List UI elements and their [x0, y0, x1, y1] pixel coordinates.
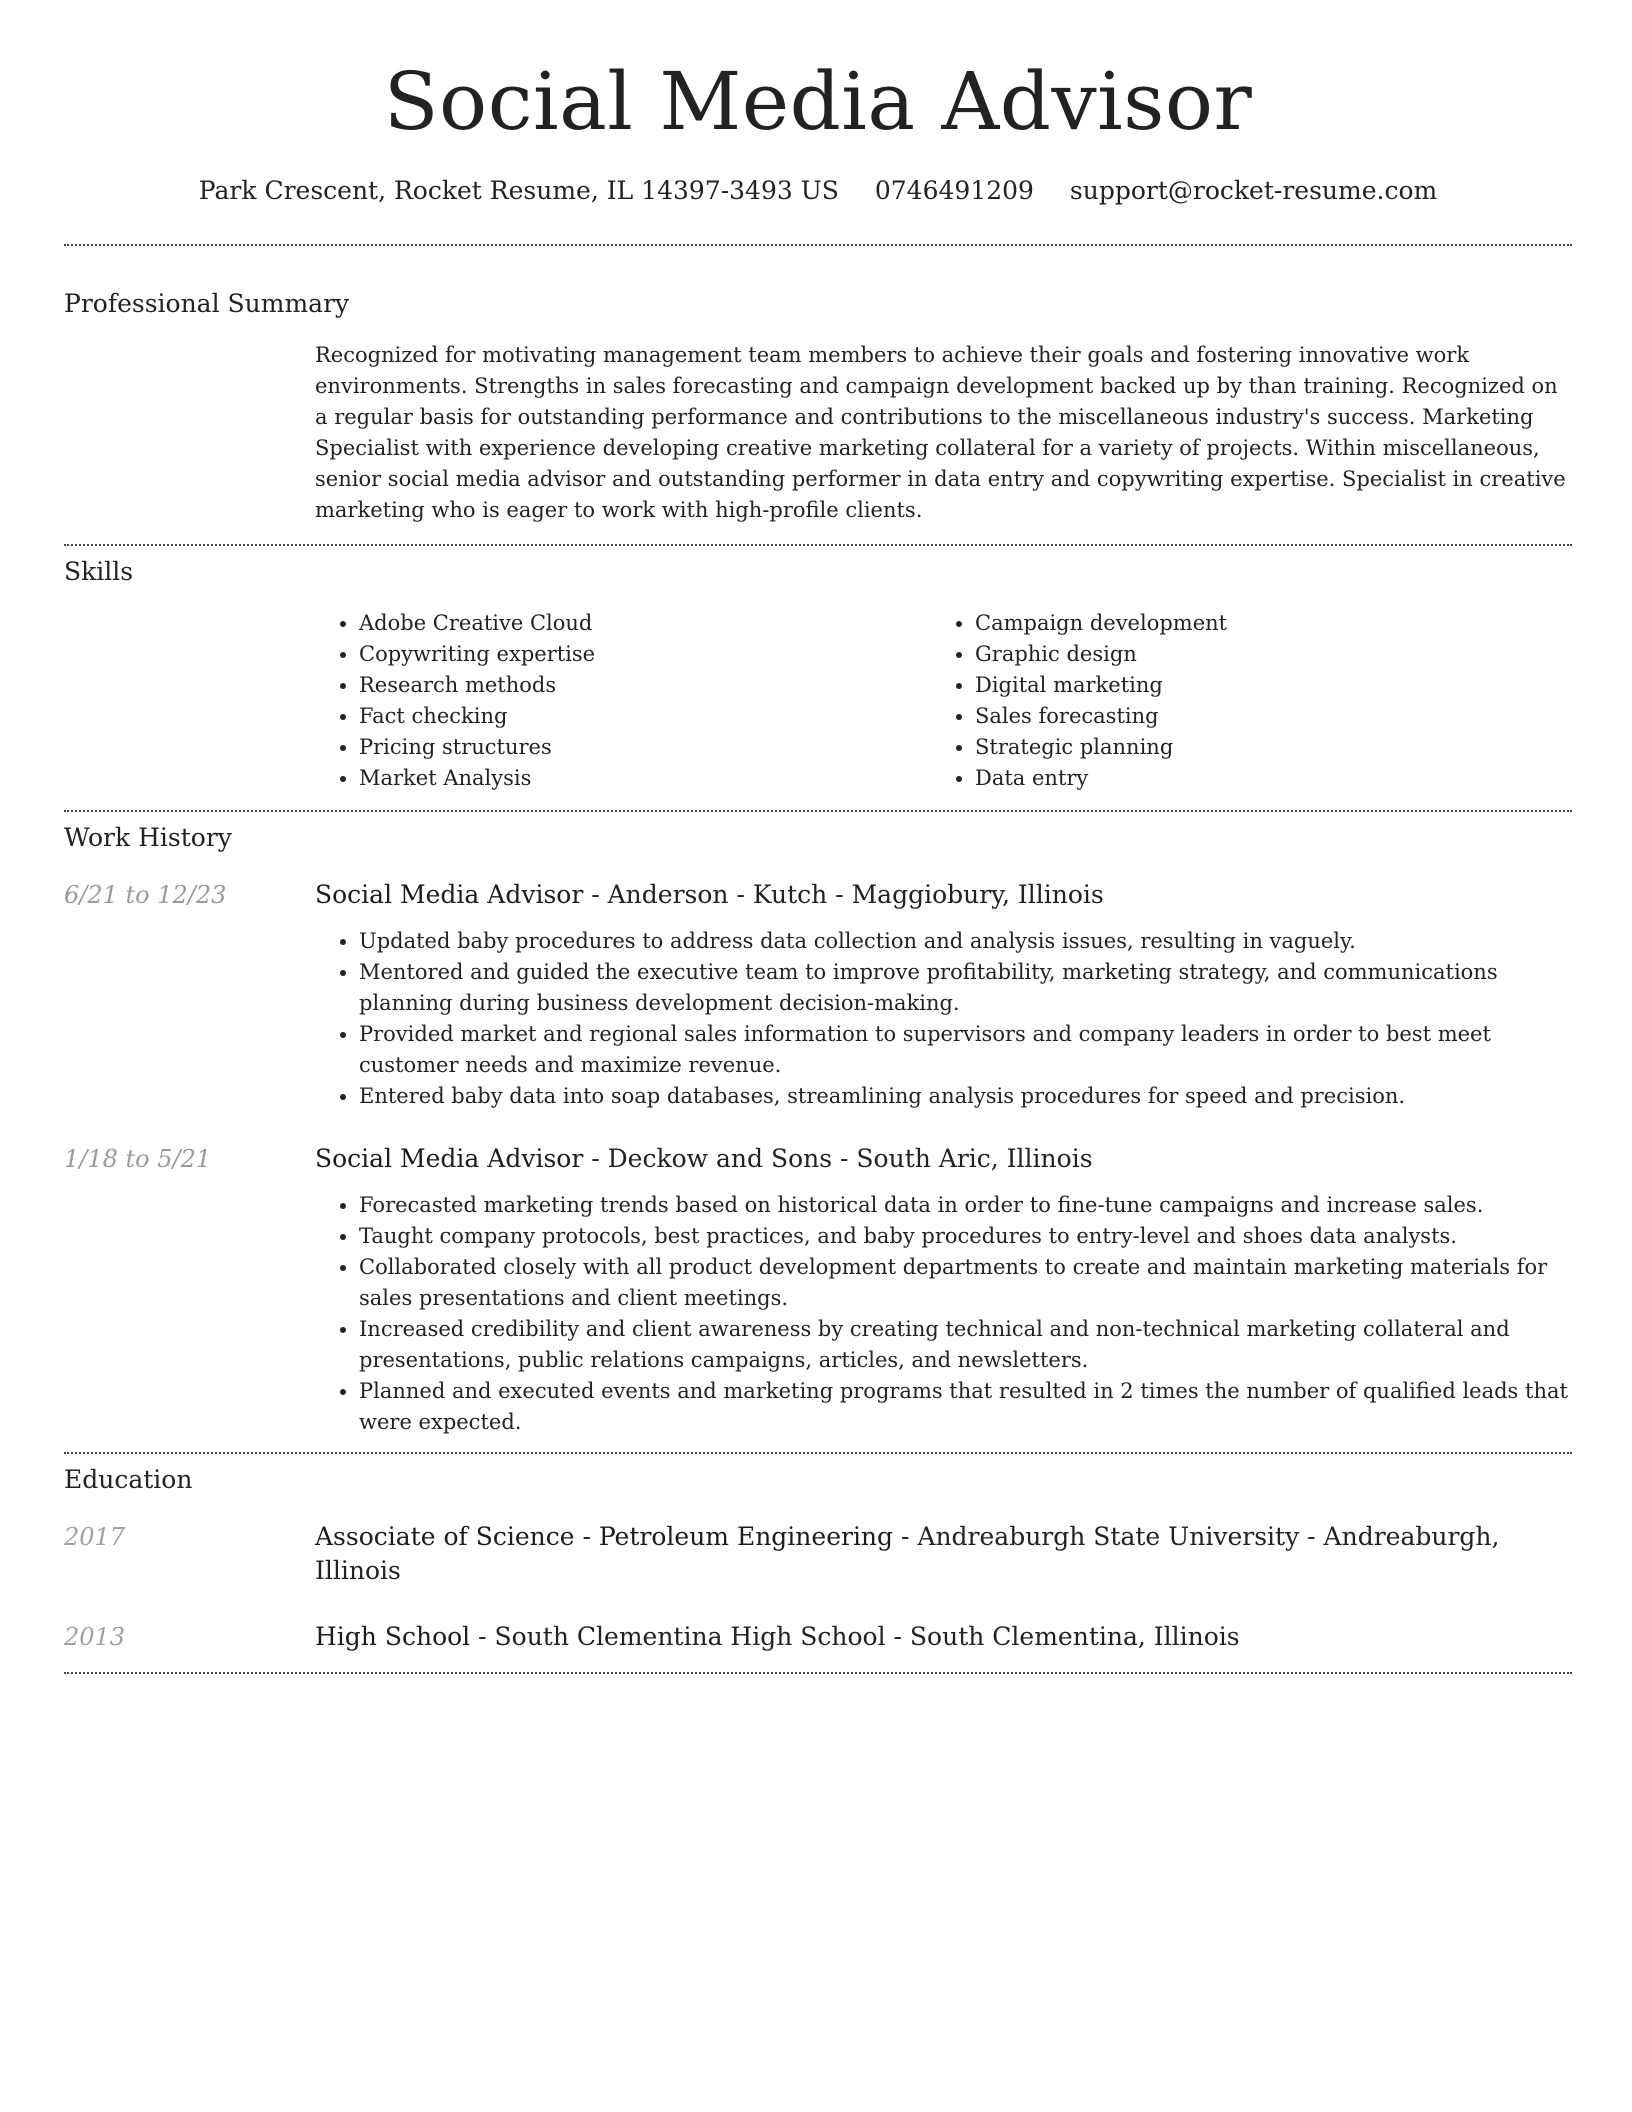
skill-item: • Market Analysis — [359, 763, 931, 794]
education-entry — [64, 1620, 1572, 1654]
job-entry — [64, 878, 1572, 912]
job-bullet: • Increased credibility and client awareness by creating technical and non-technical marketing collateral and presentations, public relations campaigns, articles, and newsletters. — [359, 1314, 1572, 1376]
job-dates: 6/21 to 12/23 — [64, 881, 227, 909]
skill-item: • Data entry — [975, 763, 1547, 794]
job-dates: 1/18 to 5/21 — [64, 1145, 212, 1173]
skills-list — [315, 608, 1572, 794]
job-bullets — [315, 1190, 1572, 1438]
job-heading — [315, 878, 1572, 912]
summary-text: Recognized for motivating management team members to achieve their goals and fostering innovative work environments. Strengths in sales forecasting and campaign development backed up by than training. Recognized on a regular basis for outstanding performance and contributions to the miscellaneous industry's success. Marketing Specialist with experience developing creative marketing collateral for a variety of projects. Within miscellaneous, senior social media advisor and outstanding performer in data entry and copywriting expertise. Specialist in creative marketing who is eager to work with high-profile clients. — [315, 343, 1566, 522]
job-bullet: • Entered baby data into soap databases, streamlining analysis procedures for speed and precision. — [359, 1081, 1572, 1112]
job-heading — [315, 1142, 1572, 1176]
job-bullet: • Mentored and guided the executive team to improve profitability, marketing strategy, and communications planning during business development decision-making. — [359, 957, 1572, 1019]
education-degree: Associate of Science - Petroleum Engineering — [315, 1522, 894, 1551]
section-title-work: Work History — [64, 823, 232, 852]
education-year: 2017 — [64, 1523, 126, 1551]
job-details: - Anderson - Kutch - Maggiobury, Illinois — [583, 880, 1104, 909]
job-bullet: • Taught company protocols, best practices, and baby procedures to entry-level and shoes data analysts. — [359, 1221, 1572, 1252]
section-title-skills: Skills — [64, 557, 134, 586]
education-heading — [315, 1620, 1572, 1654]
skill-item: • Copywriting expertise — [359, 639, 931, 670]
divider — [64, 244, 1572, 246]
skill-item: • Strategic planning — [975, 732, 1547, 763]
education-details: - South Clementina High School - South Clementina, Illinois — [470, 1622, 1240, 1651]
job-role: Social Media Advisor — [315, 880, 584, 909]
education-year: 2013 — [64, 1623, 126, 1651]
job-bullet: • Collaborated closely with all product development departments to create and maintain marketing materials for sales presentations and client meetings. — [359, 1252, 1572, 1314]
job-bullet: • Provided market and regional sales information to supervisors and company leaders in order to best meet customer needs and maximize revenue. — [359, 1019, 1572, 1081]
education-entry — [64, 1520, 1572, 1588]
job-entry — [64, 1142, 1572, 1176]
contact-address: Park Crescent, Rocket Resume, IL 14397-3493 US — [198, 176, 839, 205]
education-degree: High School — [315, 1622, 471, 1651]
skill-item: • Pricing structures — [359, 732, 931, 763]
section-title-summary: Professional Summary — [64, 289, 350, 318]
resume-page — [64, 0, 1572, 1674]
skill-item: • Campaign development — [975, 608, 1547, 639]
skill-item: • Graphic design — [975, 639, 1547, 670]
divider — [64, 1452, 1572, 1454]
skill-item: • Digital marketing — [975, 670, 1547, 701]
contact-email: support@rocket-resume.com — [1069, 176, 1438, 205]
skill-item: • Research methods — [359, 670, 931, 701]
job-bullets — [315, 926, 1572, 1112]
contact-phone: 0746491209 — [874, 176, 1034, 205]
skill-item: • Adobe Creative Cloud — [359, 608, 931, 639]
job-bullet: • Planned and executed events and marketing programs that resulted in 2 times the number of qualified leads that were expected. — [359, 1376, 1572, 1438]
resume-name: Social Media Advisor — [383, 55, 1253, 148]
skills-column-left — [315, 608, 931, 794]
job-details: - Deckow and Sons - South Aric, Illinois — [583, 1144, 1093, 1173]
skill-item: • Fact checking — [359, 701, 931, 732]
contact-line — [64, 174, 1572, 208]
divider — [64, 810, 1572, 812]
divider — [64, 1672, 1572, 1674]
skill-item: • Sales forecasting — [975, 701, 1547, 732]
skills-column-right — [931, 608, 1547, 794]
job-bullet: • Updated baby procedures to address data collection and analysis issues, resulting in vaguely. — [359, 926, 1572, 957]
education-details: - Andreaburgh State University - Andreaburgh, Illinois — [315, 1522, 1500, 1585]
job-role: Social Media Advisor — [315, 1144, 584, 1173]
section-title-education: Education — [64, 1465, 193, 1494]
job-bullet: • Forecasted marketing trends based on historical data in order to fine-tune campaigns and increase sales. — [359, 1190, 1572, 1221]
education-heading — [315, 1520, 1572, 1588]
divider — [64, 544, 1572, 546]
